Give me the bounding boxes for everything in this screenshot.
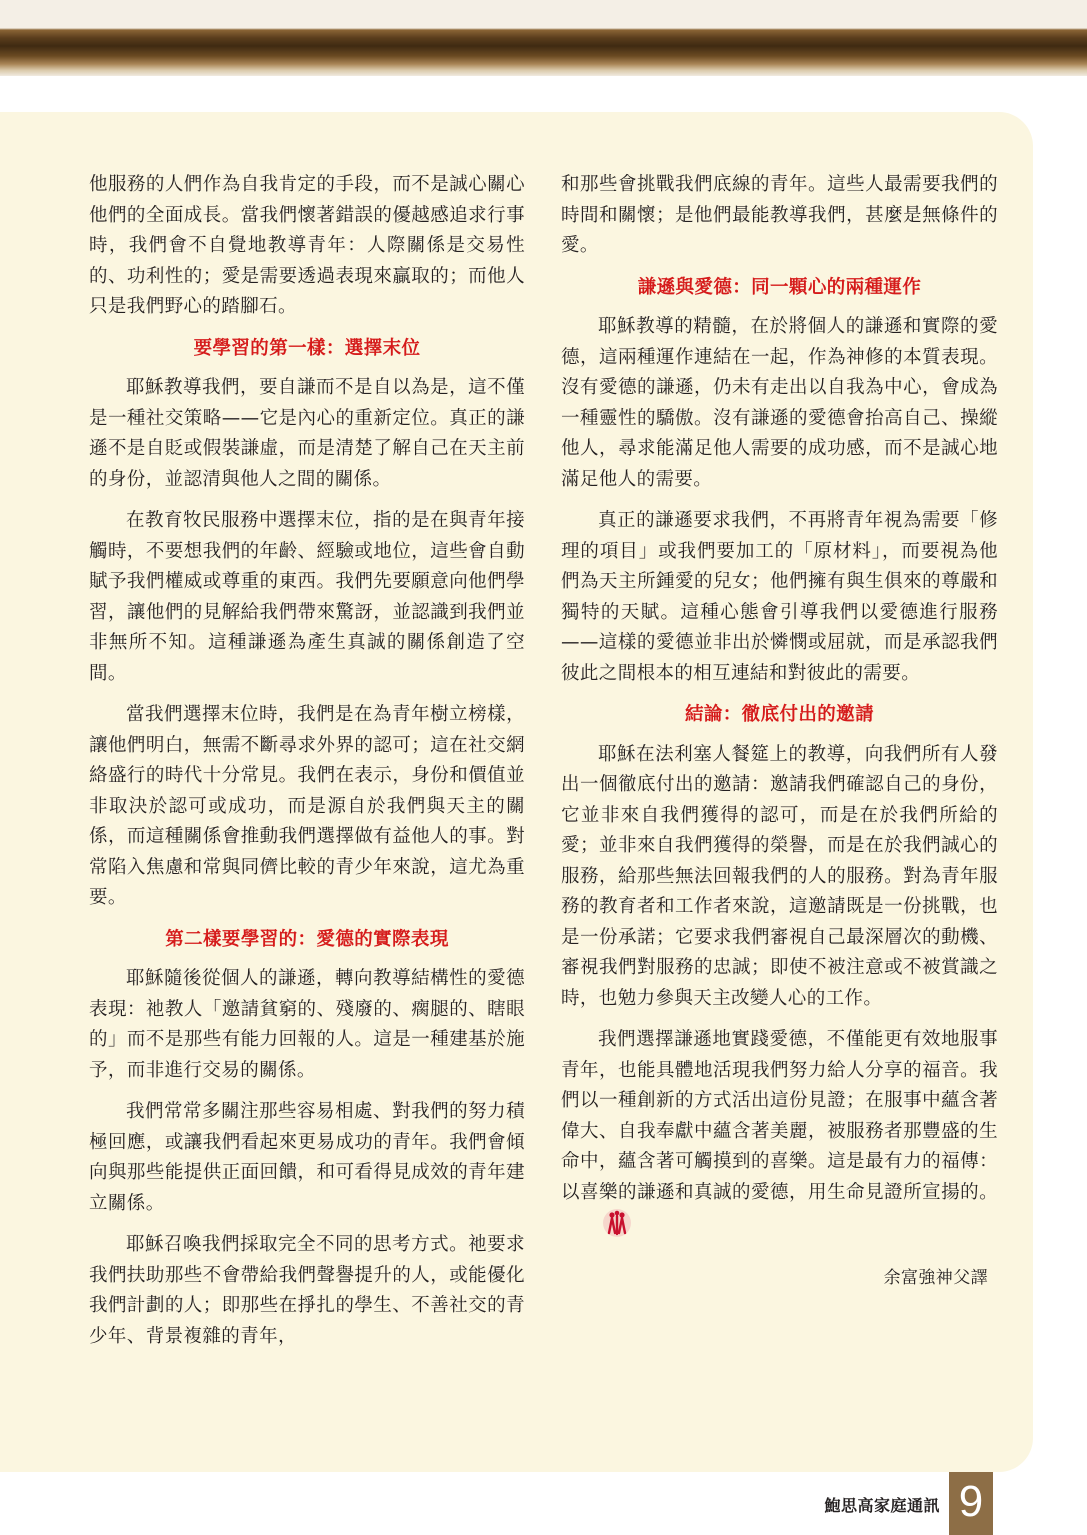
right-column bbox=[561, 170, 998, 1304]
paragraph: 當我們選擇末位時，我們是在為青年樹立榜樣，讓他們明白，無需不斷尋求外界的認可；這在社交網絡盛行的時代十分常見。我們在表示，身份和價值並非取決於認可或成功，而是源自於我們與天主的關係，而這種關係會推動我們選擇做有益他人的事。對常陷入焦慮和常與同儕比較的青少年來說，這尤為重要。 bbox=[89, 704, 525, 908]
publication-name: 鮑思高家庭通訊 bbox=[824, 1496, 940, 1515]
paragraph: 耶穌教導我們，要自謙而不是自以為是，這不僅是一種社交策略——它是內心的重新定位。真正的謙遜不是自貶或假裝謙虛，而是清楚了解自己在天主前的身份，並認清與他人之間的關係。 bbox=[89, 377, 525, 490]
paragraph-text: 我們選擇謙遜地實踐愛德，不僅能更有效地服事青年，也能具體地活現我們努力給人分享的福音。我們以一種創新的方式活出這份見證；在服事中蘊含著偉大、自我奉獻中蘊含著美麗，被服務者那豐盛的生命中，蘊含著可觸摸到的喜樂。這是最有力的福傳：以喜樂的謙遜和真誠的愛德，用生命見證所宣揚的。 bbox=[561, 1029, 998, 1203]
section-heading: 要學習的第一樣：選擇末位 bbox=[193, 337, 421, 359]
paragraph: 耶穌教導的精髓，在於將個人的謙遜和實際的愛德，這兩種運作連結在一起，作為神修的本質表現。沒有愛德的謙遜，仍未有走出以自我為中心，會成為一種靈性的驕傲。沒有謙遜的愛德會抬高自己、操縱他人，尋求能滿足他人需要的成功感，而不是誠心地滿足他人的需要。 bbox=[561, 316, 998, 490]
page-number: 9 bbox=[949, 1472, 993, 1535]
paragraph: 真正的謙遜要求我們，不再將青年視為需要「修理的項目」或我們要加工的「原材料」，而要視為他們為天主所鍾愛的兒女；他們擁有與生俱來的尊嚴和獨特的天賦。這種心態會引導我們以愛德進行服務——這樣的愛德並非出於憐憫或屈就，而是承認我們彼此之間根本的相互連結和對彼此的需要。 bbox=[561, 510, 998, 684]
section-heading: 第二樣要學習的：愛德的實際表現 bbox=[165, 928, 449, 950]
paragraph: 耶穌隨後從個人的謙遜，轉向教導結構性的愛德表現：祂教人「邀請貧窮的、殘廢的、瘸腿的、瞎眼的」而不是那些有能力回報的人。這是一種建基於施予，而非進行交易的關係。 bbox=[89, 968, 525, 1081]
section-heading: 結論：徹底付出的邀請 bbox=[684, 704, 874, 725]
paragraph: 我們常常多關注那些容易相處、對我們的努力積極回應，或讓我們看起來更易成功的青年。我們會傾向與那些能提供正面回饋，和可看得見成效的青年建立關係。 bbox=[89, 1101, 525, 1214]
translator-signature: 余富強神父譯 bbox=[883, 1267, 988, 1288]
left-column bbox=[89, 170, 525, 1363]
salesian-family-logo-icon bbox=[565, 1208, 632, 1249]
paragraph: 他服務的人們作為自我肯定的手段，而不是誠心關心他們的全面成長。當我們懷著錯誤的優越感追求行事時，我們會不自覺地教導青年：人際關係是交易性的、功利性的；愛是需要透過表現來贏取的；而他人只是我們野心的踏腳石。 bbox=[89, 174, 525, 317]
paragraph: 耶穌召喚我們採取完全不同的思考方式。祂要求我們扶助那些不會帶給我們聲譽提升的人，或能優化我們計劃的人；即那些在掙扎的學生、不善社交的青少年、背景複雜的青年， bbox=[89, 1234, 525, 1347]
final-paragraph bbox=[561, 1025, 998, 1249]
paragraph: 在教育牧民服務中選擇末位，指的是在與青年接觸時，不要想我們的年齡、經驗或地位，這些會自動賦予我們權威或尊重的東西。我們先要願意向他們學習，讓他們的見解給我們帶來驚訝，並認識到我們並非無所不知。這種謙遜為產生真誠的關係創造了空間。 bbox=[89, 510, 525, 684]
paragraph: 耶穌在法利塞人餐筵上的教導，向我們所有人發出一個徹底付出的邀請：邀請我們確認自己的身份，它並非來自我們獲得的認可，而是在於我們所給的愛；並非來自我們獲得的榮譽，而是在於我們誠心的服務，給那些無法回報我們的人的服務。對為青年服務的教育者和工作者來說，這邀請既是一份挑戰，也是一份承諾；它要求我們審視自己最深層次的動機、審視我們對服務的忠誠；即使不被注意或不被賞識之時，也勉力參與天主改變人心的工作。 bbox=[561, 743, 998, 1009]
section-heading: 謙遜與愛德：同一顆心的兩種運作 bbox=[637, 276, 922, 298]
top-decorative-band bbox=[0, 0, 1087, 76]
paragraph: 和那些會挑戰我們底線的青年。這些人最需要我們的時間和關懷；是他們最能教導我們，甚麼是無條件的愛。 bbox=[561, 174, 998, 256]
